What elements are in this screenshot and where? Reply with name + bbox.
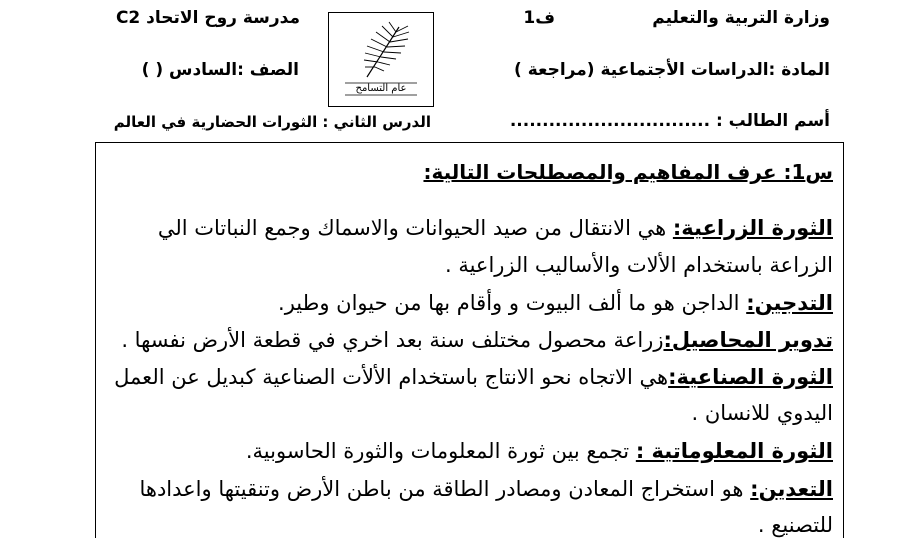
definition-term: الثورة الصناعية: <box>668 365 833 389</box>
definition-text: هي الانتقال من صيد الحيوانات والاسماك وجمع النباتات الي <box>157 216 673 240</box>
term-label: ف1 <box>523 8 555 28</box>
definition-text: هو استخراج المعادن ومصادر الطاقة من باطن الأرض وتنقيتها واعدادها <box>139 477 751 501</box>
logo-caption: عام التسامح <box>355 83 407 94</box>
definition-text: هي الاتجاه نحو الانتاج باستخدام الألأت الصناعية كبديل عن العمل <box>114 365 669 389</box>
definition-line <box>691 398 833 428</box>
definition-text: تجمع بين ثورة المعلومات والثورة الحاسوبية. <box>245 439 636 463</box>
student-name-field: أسم الطالب : ............................... <box>509 111 830 131</box>
definition-line <box>114 362 833 392</box>
school-name: مدرسة روح الاتحاد C2 <box>115 8 300 28</box>
grade-label: الصف :السادس ( ) <box>141 60 299 80</box>
definition-line <box>139 474 833 504</box>
school-logo <box>328 12 434 107</box>
definition-line <box>158 213 833 243</box>
border-left <box>95 142 96 538</box>
ministry-name: وزارة التربية والتعليم <box>652 8 830 28</box>
definition-term: التدجين: <box>746 291 833 315</box>
definition-line <box>278 288 833 318</box>
definition-term: الثورة المعلوماتية : <box>635 439 833 463</box>
subject-label: المادة :الدراسات الأجتماعية (مراجعة ) <box>514 60 830 80</box>
definition-term: تدوير المحاصيل: <box>663 328 833 352</box>
definition-term: الثورة الزراعية: <box>672 216 833 240</box>
definition-text: الداجن هو ما ألف البيوت و وأقام بها من حيوان وطير. <box>278 291 747 315</box>
border-right <box>843 142 844 538</box>
divider-line <box>95 142 843 143</box>
definition-line <box>758 510 833 540</box>
question-title: س1: عرف المفاهيم والمصطلحات التالية: <box>423 160 833 184</box>
definition-text: الزراعة باستخدام الألات والأساليب الزراعية . <box>444 253 833 277</box>
lesson-title: الدرس الثاني : الثورات الحضارية في العالم <box>113 113 431 131</box>
definition-text: للتصنيع . <box>757 513 833 537</box>
definition-term: التعدين: <box>750 477 833 501</box>
definition-text: اليدوي للانسان . <box>691 401 833 425</box>
definition-text: زراعة محصول مختلف سنة بعد اخري في قطعة الأرض نفسها . <box>121 328 664 352</box>
definition-line <box>121 325 833 355</box>
definition-line <box>246 436 833 466</box>
definition-line <box>445 250 833 280</box>
